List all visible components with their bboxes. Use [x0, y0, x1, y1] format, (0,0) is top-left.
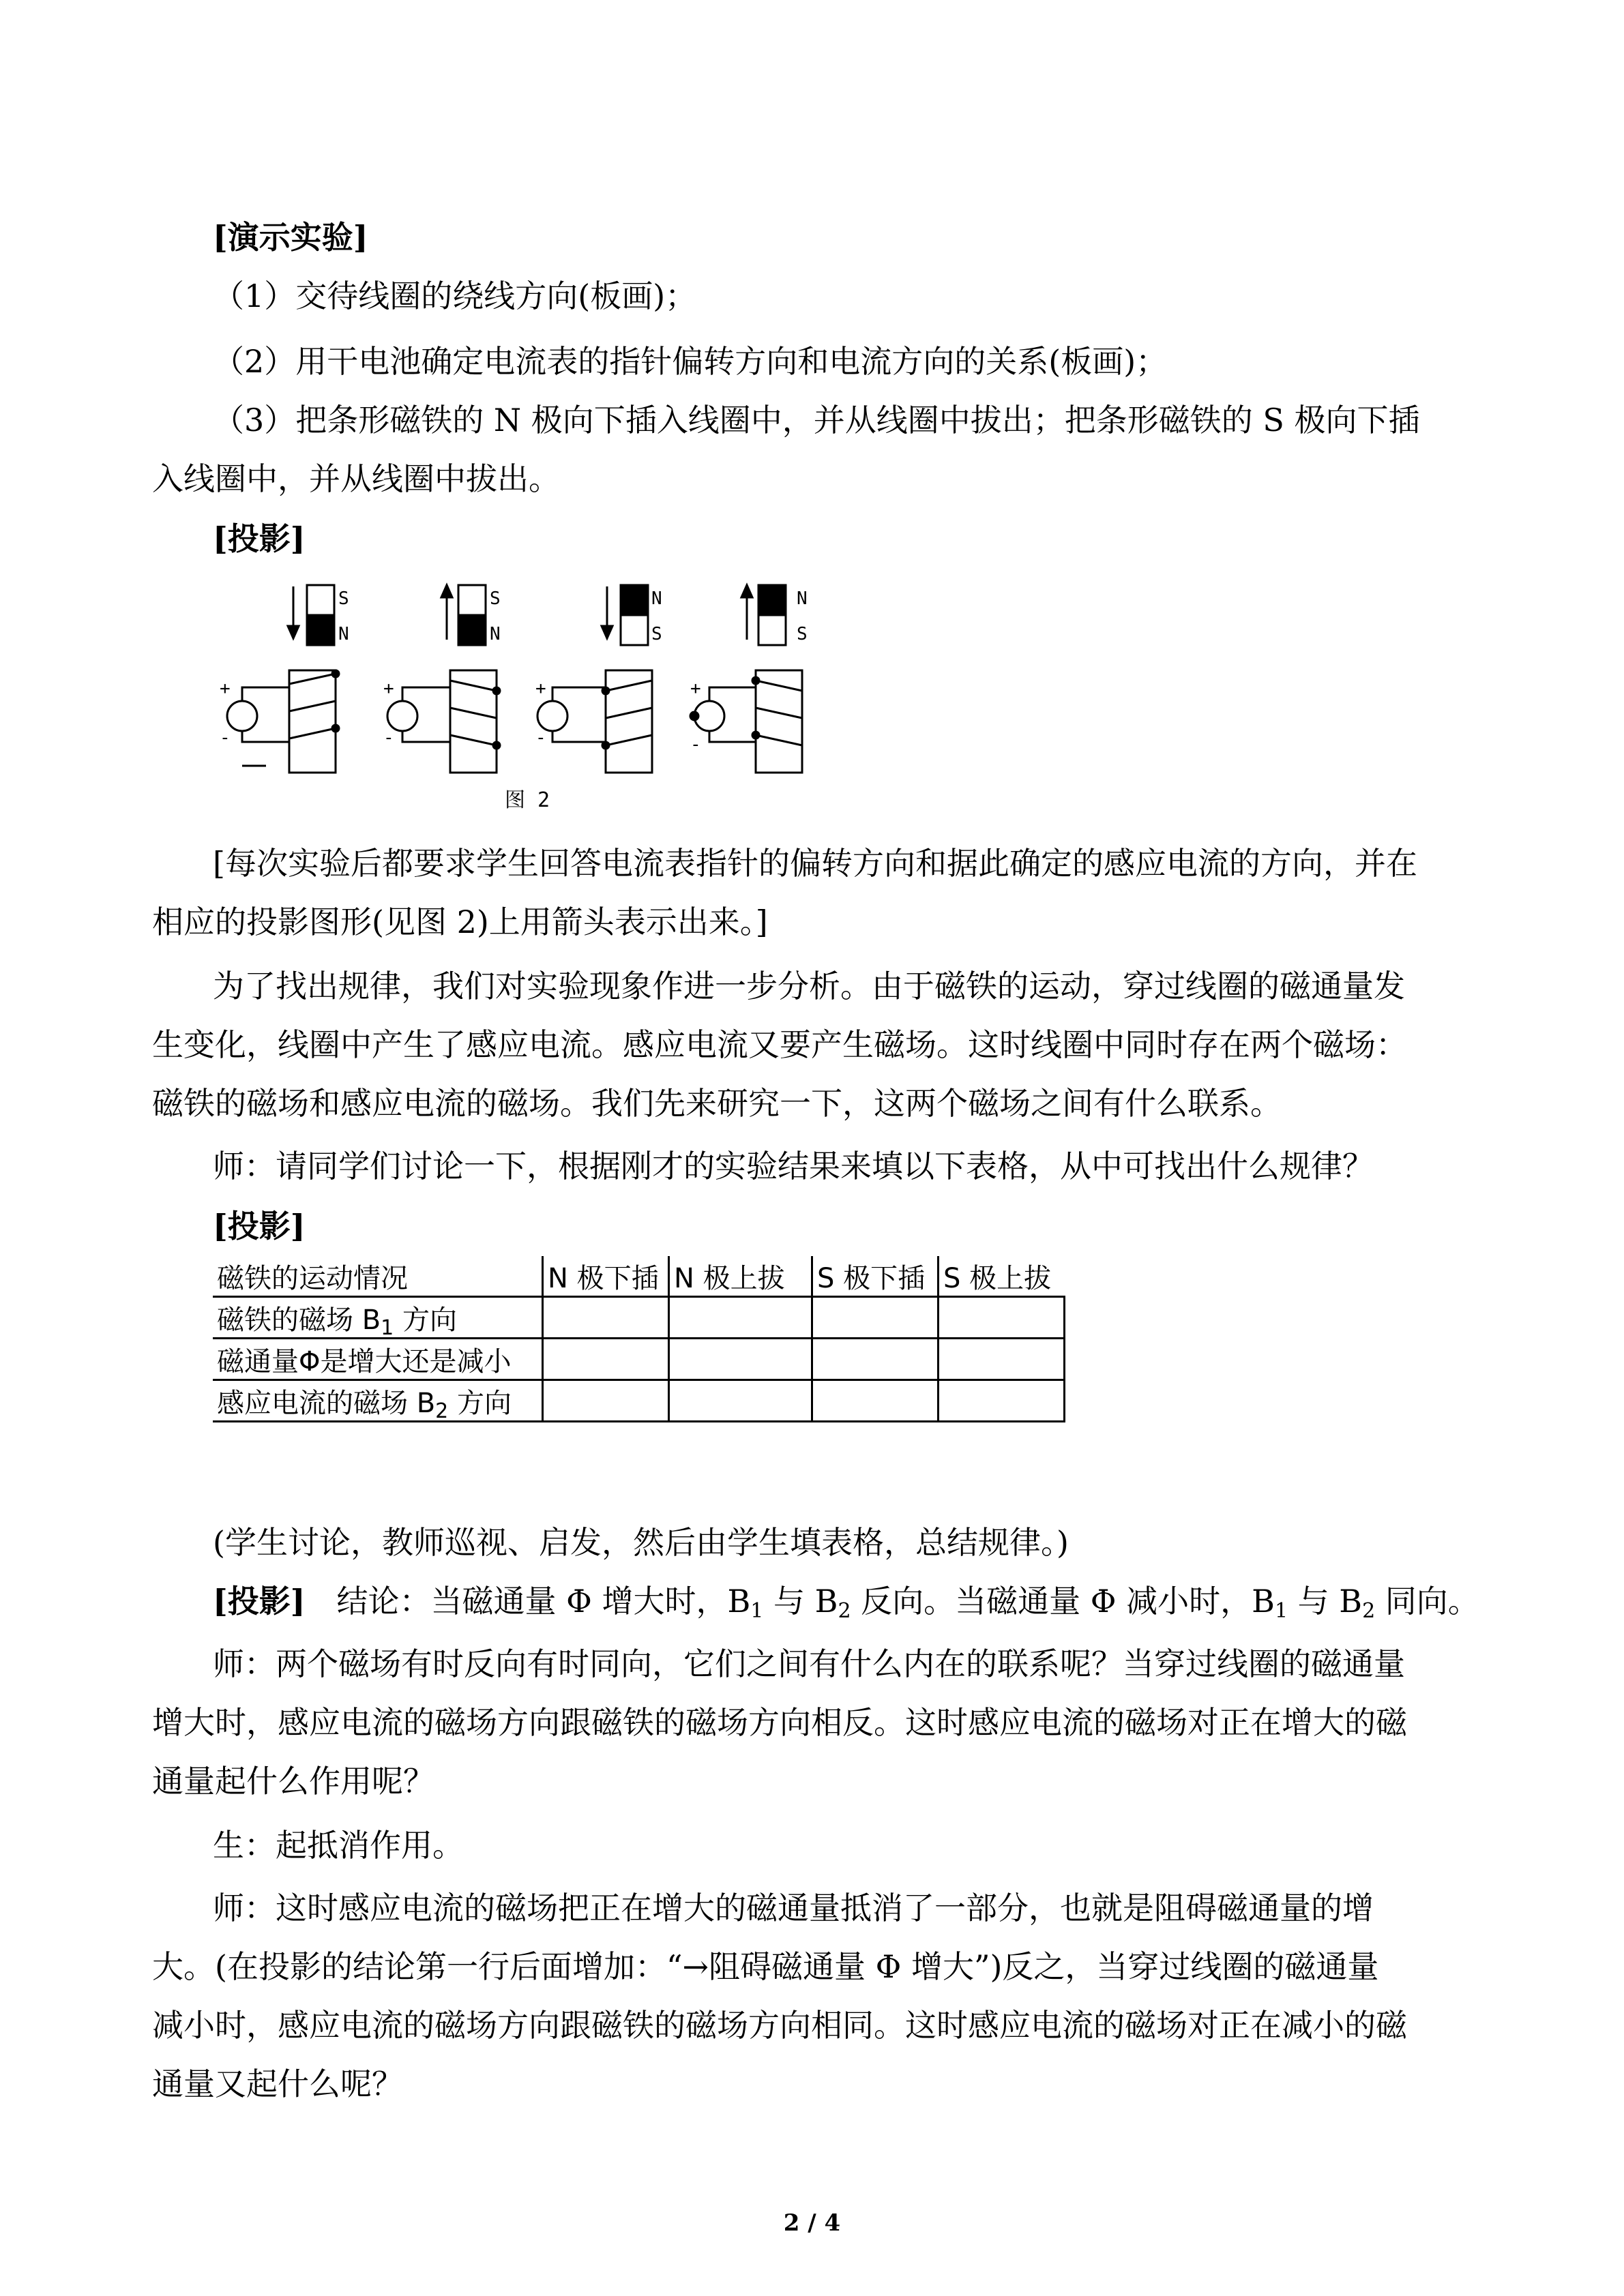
page-number: 2 / 4	[783, 2209, 841, 2237]
demo-heading: [演示实验]	[213, 219, 368, 256]
para-5-line-2: 增大时，感应电流的磁场方向跟磁铁的磁场方向相反。这时感应电流的磁场对正在增大的磁	[152, 1704, 1407, 1741]
table-cell	[543, 1297, 669, 1339]
panel-3-minus: -	[535, 728, 546, 748]
table-cell	[939, 1339, 1065, 1380]
panel-2-minus: -	[383, 728, 394, 748]
panel-4-top-pole: N	[797, 588, 808, 609]
demo-step-1: （1）交待线圈的绕线方向(板画)；	[213, 278, 697, 314]
panel-1	[220, 585, 349, 773]
table-cell	[669, 1380, 812, 1422]
panel-4-minus: -	[690, 734, 701, 755]
para-2-line-3: 磁铁的磁场和感应电流的磁场。我们先来研究一下，这两个磁场之间有什么联系。	[152, 1085, 1282, 1122]
para-1-line-2: 相应的投影图形(见图 2)上用箭头表示出来。]	[152, 904, 768, 940]
para-7-line-2: 大。(在投影的结论第一行后面增加：“→阻碍磁通量 Φ 增大”)反之，当穿过线圈的磁通量	[152, 1948, 1379, 1985]
projection-heading-2: [投影]	[213, 1208, 306, 1244]
table-row-label-b2: 感应电流的磁场 $B_2$ 方向	[213, 1380, 543, 1422]
table-header-cell: N 极上拔	[669, 1256, 812, 1297]
panel-2-top-pole: S	[490, 588, 501, 609]
table-cell	[812, 1380, 939, 1422]
table-cell	[939, 1297, 1065, 1339]
para-4-line-1: (学生讨论，教师巡视、启发，然后由学生填表格，总结规律。)	[213, 1524, 1069, 1561]
para-2-line-2: 生变化，线圈中产生了感应电流。感应电流又要产生磁场。这时线圈中同时存在两个磁场：	[152, 1026, 1407, 1063]
para-7-line-3: 减小时，感应电流的磁场方向跟磁铁的磁场方向相同。这时感应电流的磁场对正在减小的磁	[152, 2007, 1407, 2044]
table-row-label-b1: 磁铁的磁场 $B_1$ 方向	[213, 1297, 543, 1339]
panel-1-top-pole: S	[338, 588, 349, 609]
table-cell	[812, 1297, 939, 1339]
projection-heading-1: [投影]	[213, 520, 306, 557]
table-header-cell: N 极下插	[543, 1256, 669, 1297]
panel-3-plus: +	[535, 679, 546, 699]
figure-caption: 图 2	[505, 788, 550, 812]
table-row-label-flux: 磁通量Φ是增大还是减小	[213, 1339, 543, 1380]
table-cell	[669, 1339, 812, 1380]
table-cell	[669, 1297, 812, 1339]
table-cell	[543, 1380, 669, 1422]
para-7-line-1: 师：这时感应电流的磁场把正在增大的磁通量抵消了一部分，也就是阻碍磁通量的增	[213, 1890, 1374, 1926]
magnet-analysis-table	[213, 1256, 1065, 1422]
panel-2	[383, 585, 501, 773]
table-header-cell: S 极下插	[812, 1256, 939, 1297]
table-header-cell: 磁铁的运动情况	[213, 1256, 543, 1297]
panel-3-top-pole: N	[651, 588, 662, 609]
panel-2-plus: +	[383, 679, 394, 699]
panel-4	[690, 585, 808, 773]
table-cell	[939, 1380, 1065, 1422]
figure-2-induction-diagram	[205, 571, 818, 871]
panel-4-plus: +	[690, 679, 701, 699]
panel-2-bottom-pole: N	[490, 624, 501, 644]
demo-step-3-line-2: 入线圈中，并从线圈中拔出。	[152, 460, 560, 497]
panel-1-minus: -	[220, 728, 231, 748]
para-3-line-1: 师：请同学们讨论一下，根据刚才的实验结果来填以下表格，从中可找出什么规律？	[213, 1148, 1374, 1184]
panel-1-bottom-pole: N	[338, 624, 349, 644]
conclusion-heading: [投影]	[213, 1583, 306, 1620]
para-5-line-3: 通量起什么作用呢？	[152, 1763, 434, 1800]
table-cell	[812, 1339, 939, 1380]
para-6-line-1: 生：起抵消作用。	[213, 1827, 464, 1864]
demo-step-3-line-1: （3）把条形磁铁的 N 极向下插入线圈中，并从线圈中拔出；把条形磁铁的 S 极向下插	[213, 402, 1420, 438]
para-1-line-1: [每次实验后都要求学生回答电流表指针的偏转方向和据此确定的感应电流的方向，并在	[213, 845, 1417, 882]
table-header-cell: S 极上拔	[939, 1256, 1065, 1297]
conclusion-line: [投影] 结论：当磁通量 Φ 增大时，$B_1$ 与 $B_2$ 反向。当磁通量 Φ 减小时，$B_1$ 与 $B_2$ 同向。	[213, 1583, 1479, 1623]
para-7-line-4: 通量又起什么呢？	[152, 2066, 403, 2102]
panel-4-bottom-pole: S	[797, 624, 808, 644]
panel-1-plus: +	[220, 679, 231, 699]
demo-step-2: （2）用干电池确定电流表的指针偏转方向和电流方向的关系(板画)；	[213, 343, 1168, 380]
para-2-line-1: 为了找出规律，我们对实验现象作进一步分析。由于磁铁的运动，穿过线圈的磁通量发	[213, 968, 1405, 1004]
table-cell	[543, 1339, 669, 1380]
panel-3	[535, 585, 662, 773]
para-5-line-1: 师：两个磁场有时反向有时同向，它们之间有什么内在的联系呢？当穿过线圈的磁通量	[213, 1645, 1405, 1682]
panel-3-bottom-pole: S	[651, 624, 662, 644]
